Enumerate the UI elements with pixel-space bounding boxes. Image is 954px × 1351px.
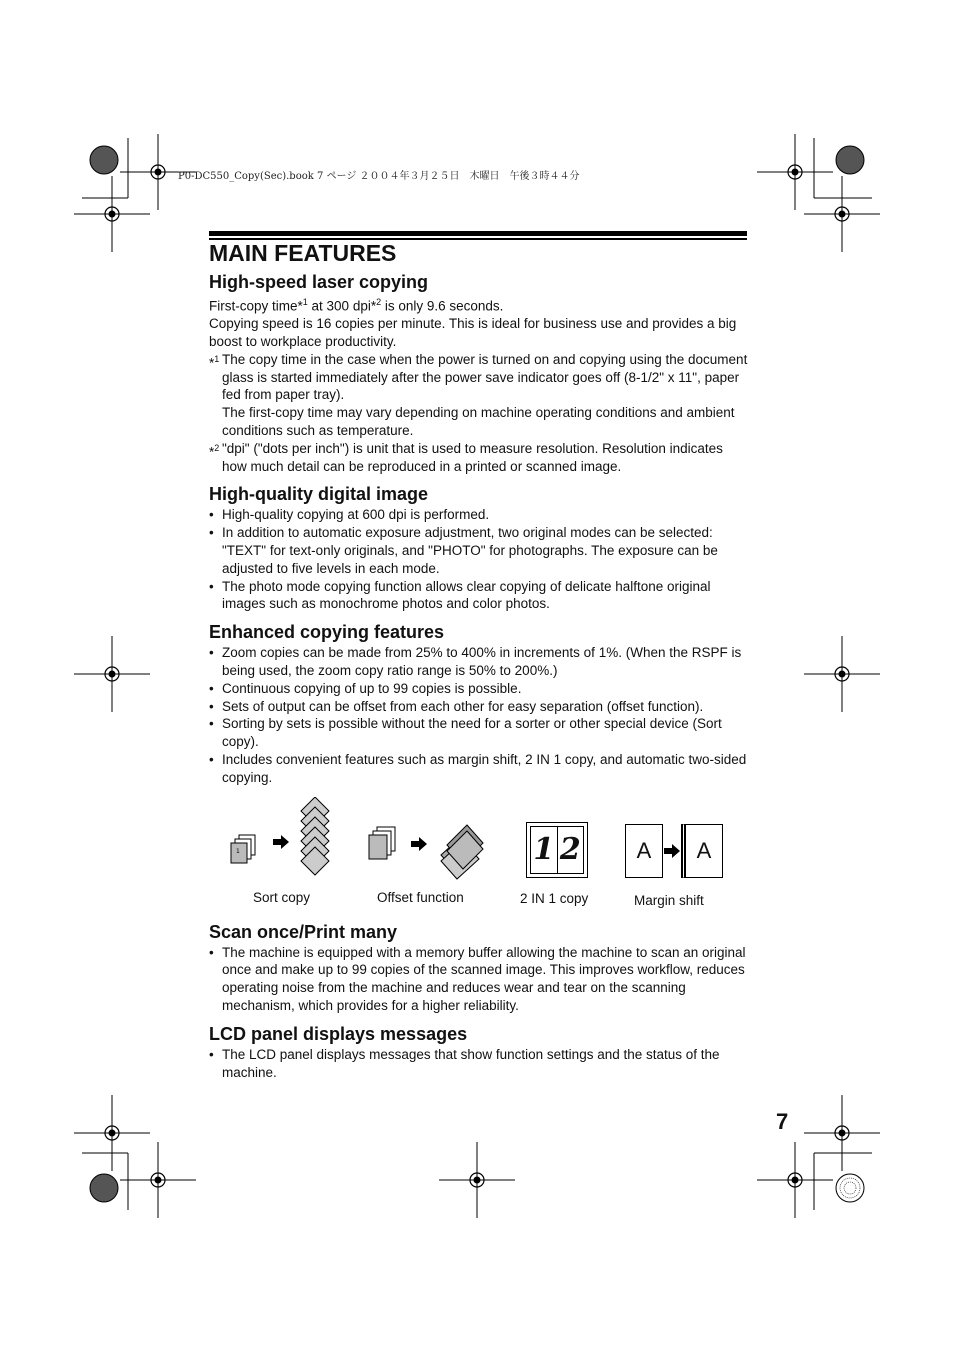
feature-illustrations [209,797,749,915]
offset-function-caption: Offset function [377,889,464,905]
list-item: • Includes convenient features such as margin shift, 2 IN 1 copy, and automatic two-sided copying. [209,751,749,787]
two-in-one-illustration [526,822,588,878]
arrow-icon [663,844,683,858]
copying-speed-paragraph: Copying speed is 16 copies per minute. This is ideal for business use and provides a big boost to workplace productivity. [209,316,737,350]
list-item: • In addition to automatic exposure adjustment, two original modes can be selected: "TEXT" for text-only originals, and "PHOTO" for photographs. The exposure can be adjusted to five levels in each mode. [209,524,749,577]
list-item: • Zoom copies can be made from 25% to 400% in increments of 1%. (When the RSPF is being used, the zoom copy ratio range is 50% to 200%.) [209,644,749,680]
title-rule-thick [209,231,747,236]
page-number: 7 [776,1109,789,1134]
list-item: • The machine is equipped with a memory buffer allowing the machine to scan an original once and make up to 99 copies of the scanned image. This improves workflow, reduces operating noise from the machine and reduces wear and tear on the scanning mechanism, which provides for a higher reliability. [209,944,749,1015]
list-item: • The LCD panel displays messages that show function settings and the status of the machine. [209,1046,749,1082]
main-content [209,270,749,1081]
footnote-1: *$^1$ The copy time in the case when the power is turned on and copying using the document glass is started immediately after the power save indicator goes off (8-1/2" x 11", paper fed from paper tray). The first-copy time may vary depending on machine operating conditions and ambient conditions such as temperature. [209,351,748,439]
list-item: • Sets of output can be offset from each other for easy separation (offset function). [209,698,749,716]
svg-text:1: 1 [236,847,240,855]
two-in-one-caption: 2 IN 1 copy [520,890,589,906]
section-heading-high-speed: High-speed laser copying [209,272,429,292]
high-quality-list [209,506,749,613]
lcd-panel-list [209,1046,749,1082]
margin-shift-caption: Margin shift [634,892,704,908]
margin-shift-original: A [625,824,663,878]
margin-shift-result: A [681,824,723,878]
enhanced-list [209,644,749,786]
two-in-one-digit-2: 2 [559,831,581,867]
section-heading-enhanced: Enhanced copying features [209,622,445,643]
section-heading-scan-once: Scan once/Print many [209,921,398,942]
list-item: • The photo mode copying function allows clear copying of delicate halftone original images such as monochrome photos and color photos. [209,578,749,614]
footnote-2: *$^2$ "dpi" ("dots per inch") is unit that is used to measure resolution. Resolution indicates how much detail can be reproduced in a printed or scanned image. [209,440,723,474]
print-header-line: P0-DC550_Copy(Sec).book 7 ページ ２００４年３月２５日 木曜日 午後３時４４分 [178,171,580,182]
sort-copy-illustration [229,797,339,887]
two-in-one-digit-1: 1 [531,827,558,873]
list-item: • Sorting by sets is possible without the need for a sorter or other special device (Sort copy). [209,715,749,751]
first-copy-paragraph: First-copy time*$^1$ at 300 dpi*$^2$ is only 9.6 seconds. [209,297,504,314]
section-heading-lcd-panel: LCD panel displays messages [209,1023,468,1044]
sort-copy-caption: Sort copy [253,889,311,905]
list-item: • Continuous copying of up to 99 copies is possible. [209,680,749,698]
section-heading-high-quality: High-quality digital image [209,484,429,505]
scan-once-list [209,944,749,1015]
offset-function-illustration [367,815,487,895]
page-title: MAIN FEATURES [209,240,397,266]
list-item: • High-quality copying at 600 dpi is performed. [209,506,749,524]
